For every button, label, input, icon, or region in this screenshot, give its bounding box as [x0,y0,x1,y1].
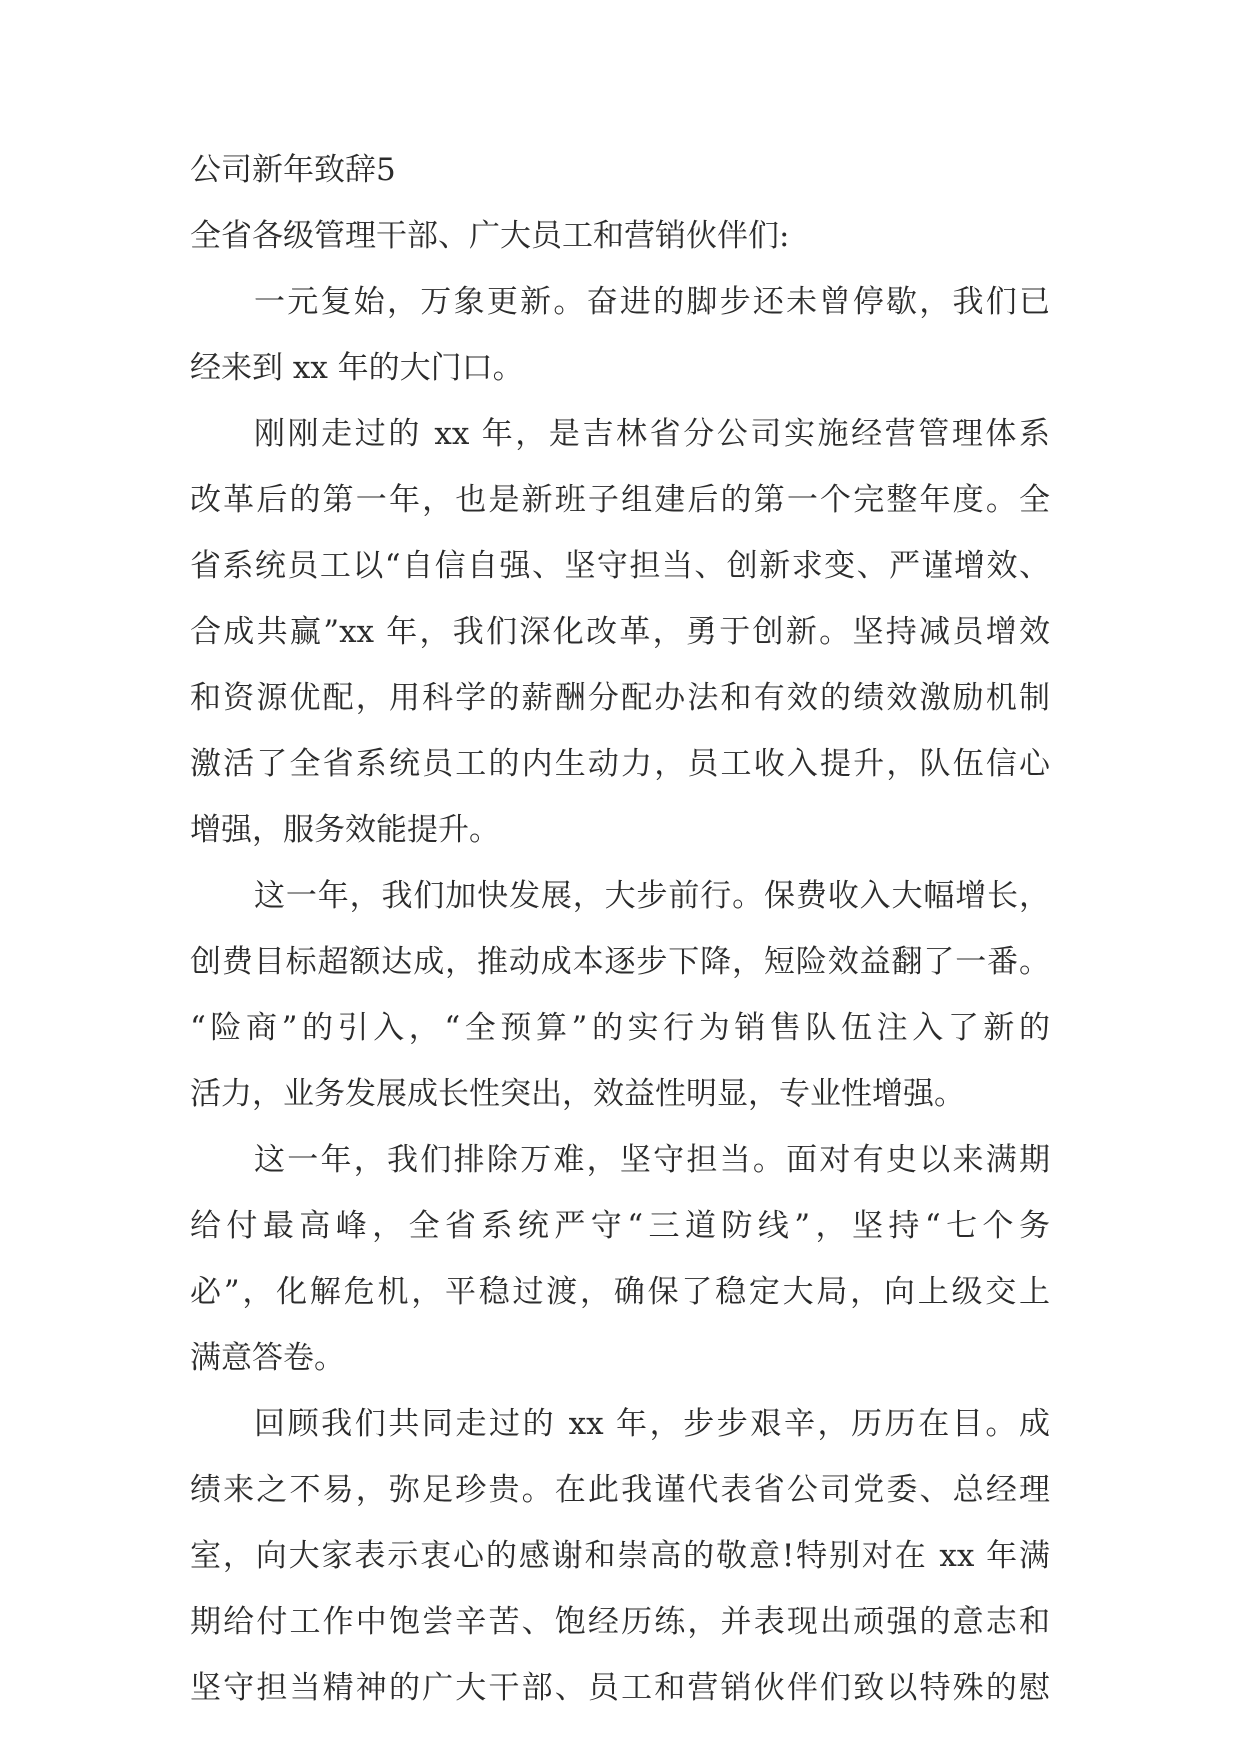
paragraph-line: 一元复始，万象更新。奋进的脚步还未曾停歇，我们已 [254,284,1050,320]
paragraph-line: 激活了全省系统员工的内生动力，员工收入提升，队伍信心 [190,746,1050,782]
paragraph-line: 坚守担当精神的广大干部、员工和营销伙伴们致以特殊的慰 [190,1670,1050,1706]
paragraph-line: 这一年，我们排除万难，坚守担当。面对有史以来满期 [254,1142,1050,1178]
paragraph-line: “险商”的引入，“全预算”的实行为销售队伍注入了新的 [190,1010,1050,1046]
paragraph-line: 合成共赢”xx 年，我们深化改革，勇于创新。坚持减员增效 [190,614,1050,650]
document-title: 公司新年致辞5 [190,152,396,188]
paragraph-line: 创费目标超额达成，推动成本逐步下降，短险效益翻了一番。 [190,944,1050,980]
paragraph-line: 活力，业务发展成长性突出，效益性明显，专业性增强。 [190,1076,965,1112]
paragraph-line: 回顾我们共同走过的 xx 年，步步艰辛，历历在目。成 [254,1406,1050,1442]
paragraph-line: 经来到 xx 年的大门口。 [190,350,524,386]
paragraph-line: 增强，服务效能提升。 [190,812,500,848]
paragraph-line: 满意答卷。 [190,1340,345,1376]
paragraph-line: 绩来之不易，弥足珍贵。在此我谨代表省公司党委、总经理 [190,1472,1050,1508]
paragraph-line: 这一年，我们加快发展，大步前行。保费收入大幅增长， [254,878,1050,914]
paragraph-line: 室，向大家表示衷心的感谢和崇高的敬意!特别对在 xx 年满 [190,1538,1050,1574]
paragraph-line: 省系统员工以“自信自强、坚守担当、创新求变、严谨增效、 [190,548,1050,584]
paragraph-line: 改革后的第一年，也是新班子组建后的第一个完整年度。全 [190,482,1050,518]
paragraph-line: 给付最高峰，全省系统严守“三道防线”，坚持“七个务 [190,1208,1050,1244]
paragraph-line: 和资源优配，用科学的薪酬分配办法和有效的绩效激励机制 [190,680,1050,716]
salutation: 全省各级管理干部、广大员工和营销伙伴们: [190,218,790,254]
paragraph-line: 刚刚走过的 xx 年，是吉林省分公司实施经营管理体系 [254,416,1050,452]
paragraph-line: 期给付工作中饱尝辛苦、饱经历练，并表现出顽强的意志和 [190,1604,1050,1640]
paragraph-line: 必”，化解危机，平稳过渡，确保了稳定大局，向上级交上 [190,1274,1050,1310]
